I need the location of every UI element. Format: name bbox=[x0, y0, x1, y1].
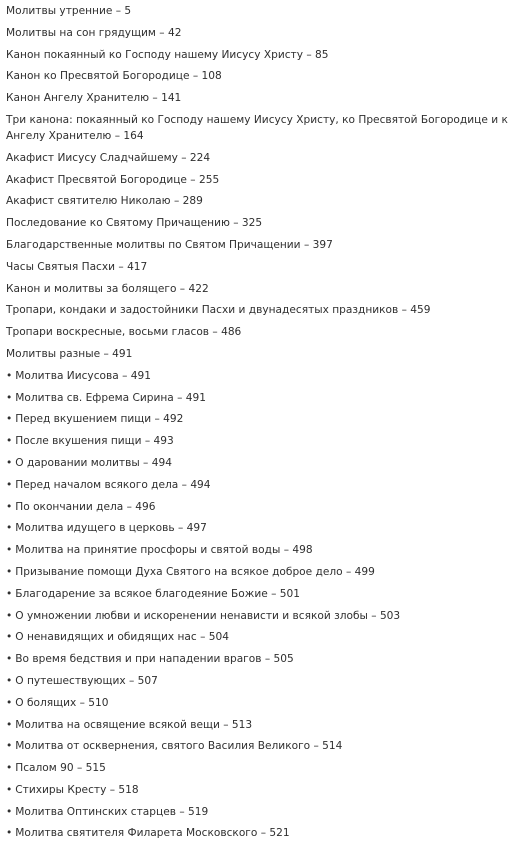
toc-subitem bbox=[6, 804, 510, 820]
toc-subitem bbox=[6, 477, 510, 493]
toc-entry-text: О ненавидящих и обидящих нас – 504 bbox=[15, 631, 229, 644]
toc-subitem bbox=[6, 499, 510, 515]
toc-entry-text: Молитвы утренние – 5 bbox=[6, 5, 132, 17]
toc-item bbox=[6, 237, 510, 253]
toc-entry-text: Акафист Пресвятой Богородице – 255 bbox=[6, 173, 220, 186]
toc-subitem bbox=[6, 390, 510, 406]
toc-item bbox=[6, 346, 510, 362]
toc-entry-text: Молитва от осквернения, святого Василия Великого – 514 bbox=[15, 740, 343, 753]
bullet-icon: • bbox=[6, 609, 13, 622]
toc-item bbox=[6, 112, 510, 144]
toc-item bbox=[6, 281, 510, 297]
bullet-icon: • bbox=[6, 783, 13, 796]
toc-subitem bbox=[6, 411, 510, 427]
toc-subitem bbox=[6, 586, 510, 602]
toc-entry-text: Канон ко Пресвятой Богородице – 108 bbox=[6, 70, 222, 83]
toc-entry-text: Тропари воскресные, восьми гласов – 486 bbox=[6, 326, 242, 339]
toc-entry-text: Перед вкушением пищи – 492 bbox=[15, 413, 184, 426]
toc-subitem bbox=[6, 717, 510, 733]
toc-entry-text: Последование ко Святому Причащению – 325 bbox=[6, 217, 263, 230]
toc-entry-text: Часы Святыя Пасхи – 417 bbox=[6, 260, 148, 273]
toc-subitem bbox=[6, 433, 510, 449]
toc-subitem bbox=[6, 629, 510, 645]
toc-subitem bbox=[6, 760, 510, 776]
toc-entry-text: О болящих – 510 bbox=[15, 696, 109, 709]
bullet-icon: • bbox=[6, 500, 13, 513]
toc-entry-text: Молитвы разные – 491 bbox=[6, 347, 133, 360]
bullet-icon: • bbox=[6, 696, 13, 709]
bullet-icon: • bbox=[6, 391, 13, 404]
toc-entry-text: Молитва святителя Филарета Московского – 521 bbox=[15, 827, 290, 840]
toc-item bbox=[6, 47, 510, 63]
toc-subitem bbox=[6, 608, 510, 624]
toc-entry-text: О умножении любви и искоренении ненависти и всякой злобы – 503 bbox=[15, 609, 401, 622]
toc-item bbox=[6, 25, 510, 41]
toc-subitem bbox=[6, 695, 510, 711]
toc-item bbox=[6, 193, 510, 209]
toc-item bbox=[6, 259, 510, 275]
bullet-icon: • bbox=[6, 653, 13, 666]
toc-entry-text: После вкушения пищи – 493 bbox=[15, 435, 174, 448]
toc-entry-text: Перед началом всякого дела – 494 bbox=[15, 478, 211, 491]
toc-entry-text: Благодарственные молитвы по Святом Причащении – 397 bbox=[6, 238, 333, 251]
toc-entry-text: Акафист святителю Николаю – 289 bbox=[6, 195, 203, 208]
toc-subitem bbox=[6, 673, 510, 689]
toc-entry-text: Призывание помощи Духа Святого на всякое доброе дело – 499 bbox=[15, 565, 375, 578]
toc-entry-text: Псалом 90 – 515 bbox=[15, 762, 106, 775]
toc-subitem bbox=[6, 520, 510, 536]
toc-subitem bbox=[6, 738, 510, 754]
bullet-icon: • bbox=[6, 369, 13, 382]
bullet-icon: • bbox=[6, 565, 13, 578]
bullet-icon: • bbox=[6, 762, 13, 775]
toc-subitem bbox=[6, 564, 510, 580]
toc-entry-text: Во время бедствия и при нападении врагов – 505 bbox=[15, 653, 294, 666]
toc-subitem bbox=[6, 368, 510, 384]
toc-item bbox=[6, 90, 510, 106]
bullet-icon: • bbox=[6, 413, 13, 426]
toc-item bbox=[6, 172, 510, 188]
bullet-icon: • bbox=[6, 718, 13, 731]
toc-entry-text: По окончании дела – 496 bbox=[15, 500, 156, 513]
bullet-icon: • bbox=[6, 674, 13, 687]
toc-subitem bbox=[6, 455, 510, 471]
bullet-icon: • bbox=[6, 544, 13, 557]
toc-entry-text: Молитва Иисусова – 491 bbox=[15, 369, 151, 382]
toc-entry-text: Благодарение за всякое благодеяние Божие – 501 bbox=[15, 587, 300, 600]
toc-item bbox=[6, 150, 510, 166]
toc-entry-text: Молитва Оптинских старцев – 519 bbox=[15, 805, 209, 818]
toc-item bbox=[6, 215, 510, 231]
toc-item bbox=[6, 324, 510, 340]
toc-entry-text: О даровании молитвы – 494 bbox=[15, 456, 172, 469]
toc-entry-text: Молитвы на сон грядущим – 42 bbox=[6, 26, 182, 39]
bullet-icon: • bbox=[6, 827, 13, 840]
toc-subitem bbox=[6, 542, 510, 558]
bullet-icon: • bbox=[6, 435, 13, 448]
toc-entry-text: О путешествующих – 507 bbox=[15, 674, 158, 687]
table-of-contents bbox=[6, 3, 510, 847]
toc-entry-text: Молитва св. Ефрема Сирина – 491 bbox=[15, 391, 207, 404]
toc-entry-text: Молитва идущего в церковь – 497 bbox=[15, 522, 207, 535]
toc-entry-text: Тропари, кондаки и задостойники Пасхи и двунадесятых праздников – 459 bbox=[6, 304, 431, 317]
bullet-icon: • bbox=[6, 740, 13, 753]
toc-entry-text: Три канона: покаянный ко Господу нашему Иисусу Христу, ко Пресвятой Богородице и к Ангелу Хранителю – 164 bbox=[6, 113, 508, 142]
bullet-icon: • bbox=[6, 587, 13, 600]
toc-item bbox=[6, 3, 510, 19]
toc-subitem bbox=[6, 782, 510, 798]
bullet-icon: • bbox=[6, 805, 13, 818]
toc-subitem bbox=[6, 651, 510, 667]
toc-subitem bbox=[6, 825, 510, 841]
bullet-icon: • bbox=[6, 522, 13, 535]
bullet-icon: • bbox=[6, 631, 13, 644]
bullet-icon: • bbox=[6, 456, 13, 469]
toc-entry-text: Канон Ангелу Хранителю – 141 bbox=[6, 92, 182, 105]
toc-entry-text: Акафист Иисусу Сладчайшему – 224 bbox=[6, 151, 211, 164]
toc-item bbox=[6, 302, 510, 318]
toc-entry-text: Молитва на принятие просфоры и святой воды – 498 bbox=[15, 544, 313, 557]
toc-entry-text: Канон покаянный ко Господу нашему Иисусу Христу – 85 bbox=[6, 48, 329, 61]
toc-entry-text: Стихиры Кресту – 518 bbox=[15, 783, 139, 796]
toc-entry-text: Молитва на освящение всякой вещи – 513 bbox=[15, 718, 253, 731]
bullet-icon: • bbox=[6, 478, 13, 491]
toc-item bbox=[6, 68, 510, 84]
toc-entry-text: Канон и молитвы за болящего – 422 bbox=[6, 282, 209, 295]
